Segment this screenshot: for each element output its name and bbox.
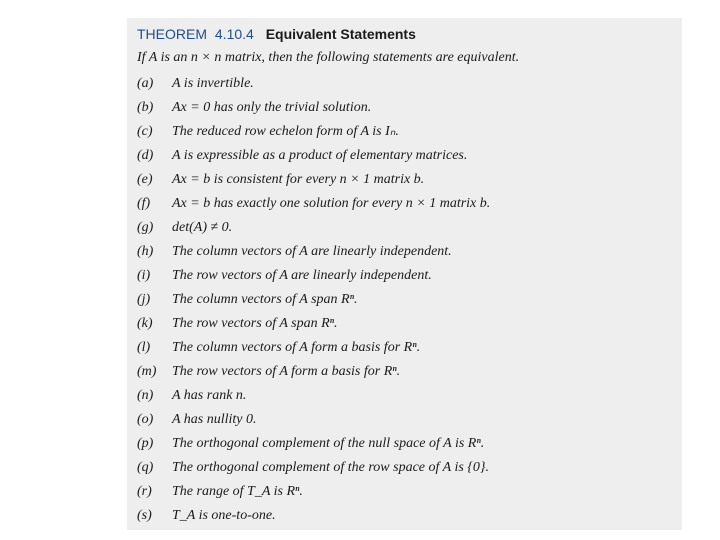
statement-text: Ax = b is consistent for every n × 1 matrix b. [172,172,425,187]
statement-text: The column vectors of A form a basis for Rⁿ. [172,340,421,355]
statement-letter: (l) [137,340,151,355]
statement-text: T_A is one-to-one. [172,508,276,523]
statement-text: A has nullity 0. [172,412,257,427]
theorem-number: 4.10.4 [214,26,254,42]
statement-text: The column vectors of A span Rⁿ. [172,292,358,307]
statement-text: The row vectors of A span Rⁿ. [172,316,338,331]
statement-letter: (r) [137,484,152,499]
statement-text: A is expressible as a product of elementary matrices. [172,148,468,163]
statement-letter: (s) [137,508,152,523]
statement-text: Ax = 0 has only the trivial solution. [172,100,372,115]
statement-text: The row vectors of A form a basis for Rⁿ. [172,364,401,379]
statement-letter: (e) [137,172,153,187]
statement-letter: (g) [137,220,154,235]
theorem-label: THEOREM [137,26,207,42]
statement-letter: (b) [137,100,154,115]
statement-text: Ax = b has exactly one solution for every n × 1 matrix b. [172,196,491,211]
statement-letter: (h) [137,244,154,259]
statement-letter: (d) [137,148,154,163]
statement-text: The orthogonal complement of the row space of A is {0}. [172,460,489,475]
statement-text: The reduced row echelon form of A is Iₙ. [172,124,399,139]
statement-text: The row vectors of A are linearly independent. [172,268,432,283]
statement-text: The range of T_A is Rⁿ. [172,484,303,499]
statement-letter: (f) [137,196,151,211]
statement-letter: (o) [137,412,154,427]
statement-letter: (j) [137,292,151,307]
statement-letter: (k) [137,316,153,331]
statement-letter: (i) [137,268,151,283]
theorem-title: Equivalent Statements [265,26,416,42]
statement-text: det(A) ≠ 0. [172,220,233,235]
theorem-panel [127,18,682,530]
statement-letter: (p) [137,436,154,451]
statement-letter: (n) [137,388,154,403]
statement-text: The orthogonal complement of the null space of A is Rⁿ. [172,436,485,451]
statement-text: A is invertible. [172,76,254,91]
statement-letter: (c) [137,124,153,139]
statement-letter: (q) [137,460,154,475]
statement-text: A has rank n. [172,388,247,403]
statement-letter: (a) [137,76,154,91]
theorem-heading [137,26,416,46]
statement-text: The column vectors of A are linearly independent. [172,244,452,259]
theorem-intro: If A is an n × n matrix, then the following statements are equivalent. [137,50,520,65]
statement-letter: (m) [137,364,157,379]
